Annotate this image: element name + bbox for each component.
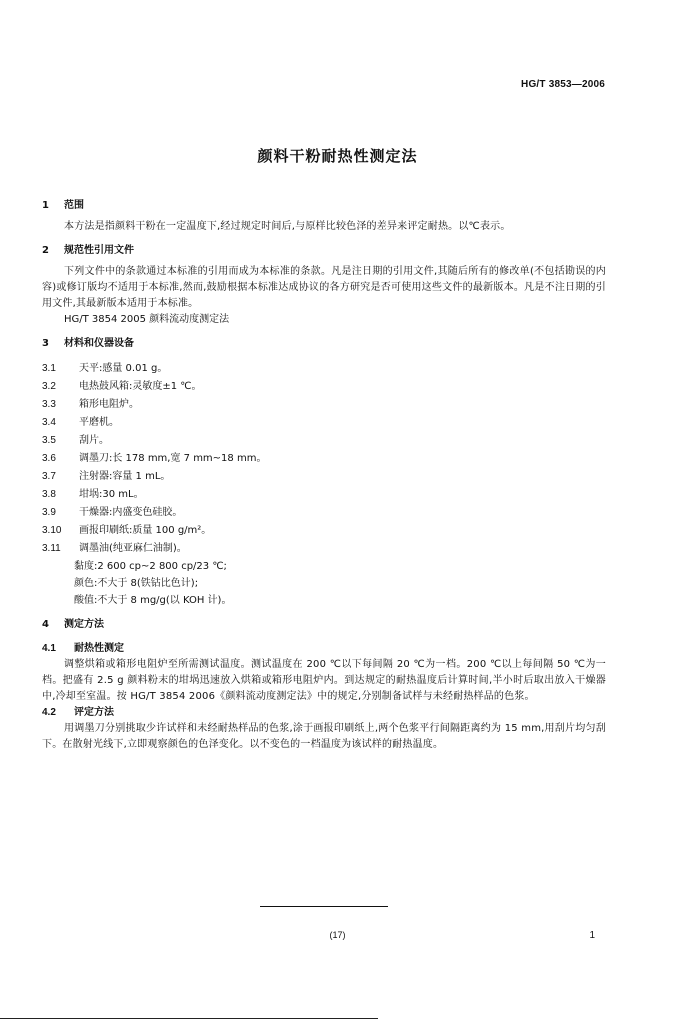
list-item	[42, 504, 606, 522]
item-number: 3.8	[42, 489, 56, 500]
item-number: 3.10	[42, 525, 62, 536]
page-code: (17)	[329, 930, 346, 940]
list-item	[42, 396, 606, 414]
item-text: 调墨油(纯亚麻仁油制)。	[79, 543, 187, 554]
section-3-heading	[42, 336, 606, 352]
subsection-4-2-paragraph: 用调墨刀分别挑取少许试样和未经耐热样品的色浆,涂于画报印刷纸上,两个色浆平行间隔距离约为 15 mm,用刮片均匀刮下。在散射光线下,立即观察颜色的色泽变化。以不变色的一档温度为该试样的耐热温度。	[42, 723, 606, 750]
item-text: 箱形电阻炉。	[79, 399, 139, 410]
item-text: 坩埚:30 mL。	[79, 489, 144, 500]
section-4-heading	[42, 617, 606, 633]
list-item	[42, 450, 606, 468]
section-2-heading	[42, 243, 606, 259]
section-1-paragraph: 本方法是指颜料干粉在一定温度下,经过规定时间后,与原样比较色泽的差异来评定耐热。以℃表示。	[64, 221, 511, 232]
item-number: 3.6	[42, 453, 56, 464]
subsection-title: 评定方法	[74, 707, 114, 718]
oil-spec-line: 颜色:不大于 8(铁钴比色计);	[74, 578, 199, 589]
section-title: 规范性引用文件	[64, 245, 134, 256]
subsection-number: 4.1	[42, 643, 56, 654]
page-number: 1	[589, 930, 595, 941]
subsection-title: 耐热性测定	[74, 643, 124, 654]
oil-spec-line: 酸值:不大于 8 mg/g(以 KOH 计)。	[74, 595, 232, 606]
item-text: 天平:感量 0.01 g。	[79, 363, 168, 374]
item-number: 3.9	[42, 507, 56, 518]
item-text: 电热鼓风箱:灵敏度±1 ℃。	[79, 381, 202, 392]
subsection-4-1-paragraph: 调整烘箱或箱形电阻炉至所需测试温度。测试温度在 200 ℃以下每间隔 20 ℃为一档。200 ℃以上每间隔 50 ℃为一档。把盛有 2.5 g 颜料粉末的坩埚迅速放入烘箱或箱形电阻炉内。到达规定的耐热温度后计算时间,半小时后取出放入干燥器中,冷却至室温。按 HG/T 3854 2006《颜料流动度测定法》中的规定,分别制备试样与未经耐热样品的色浆。	[42, 659, 606, 702]
list-item	[42, 360, 606, 378]
scan-edge-line	[0, 1018, 378, 1019]
item-text: 画报印刷纸:质量 100 g/m²。	[79, 525, 212, 536]
item-number: 3.11	[42, 543, 61, 554]
list-item	[42, 468, 606, 486]
oil-spec-line: 黏度:2 600 cp~2 800 cp/23 ℃;	[74, 561, 227, 572]
section-number: 2	[42, 245, 49, 256]
standard-code: HG/T 3853—2006	[521, 79, 605, 90]
item-number: 3.5	[42, 435, 56, 446]
item-number: 3.1	[42, 363, 56, 374]
item-number: 3.3	[42, 399, 56, 410]
document-title: 颜料干粉耐热性测定法	[257, 147, 418, 165]
item-text: 注射器:容量 1 mL。	[79, 471, 171, 482]
list-item	[42, 522, 606, 540]
item-text: 刮片。	[79, 435, 109, 446]
section-1-heading	[42, 198, 606, 214]
subsection-4-2-heading	[42, 705, 606, 721]
item-number: 3.7	[42, 471, 56, 482]
item-text: 平磨机。	[79, 417, 119, 428]
item-number: 3.4	[42, 417, 56, 428]
list-item	[42, 486, 606, 504]
subsection-number: 4.2	[42, 707, 56, 718]
document-body	[42, 198, 606, 753]
list-item	[42, 432, 606, 450]
section-title: 测定方法	[64, 619, 104, 630]
item-text: 调墨刀:长 178 mm,宽 7 mm~18 mm。	[79, 453, 267, 464]
list-item	[42, 378, 606, 396]
section-number: 3	[42, 338, 49, 349]
list-item	[42, 414, 606, 432]
item-number: 3.2	[42, 381, 56, 392]
list-item	[42, 540, 606, 558]
section-title: 范围	[64, 200, 84, 211]
end-rule	[260, 906, 388, 907]
section-number: 1	[42, 200, 49, 211]
item-text: 干燥器:内盛变色硅胶。	[79, 507, 183, 518]
section-2-paragraph: 下列文件中的条款通过本标准的引用而成为本标准的条款。凡是注日期的引用文件,其随后所有的修改单(不包括勘误的内容)或修订版均不适用于本标准,然而,鼓励根据本标准达成协议的各方研究是否可使用这些文件的最新版本。凡是不注日期的引用文件,其最新版本适用于本标准。	[42, 266, 606, 309]
subsection-4-1-heading	[42, 641, 606, 657]
section-number: 4	[42, 619, 49, 630]
normative-reference: HG/T 3854 2005 颜料流动度测定法	[64, 314, 230, 325]
section-title: 材料和仪器设备	[64, 338, 134, 349]
